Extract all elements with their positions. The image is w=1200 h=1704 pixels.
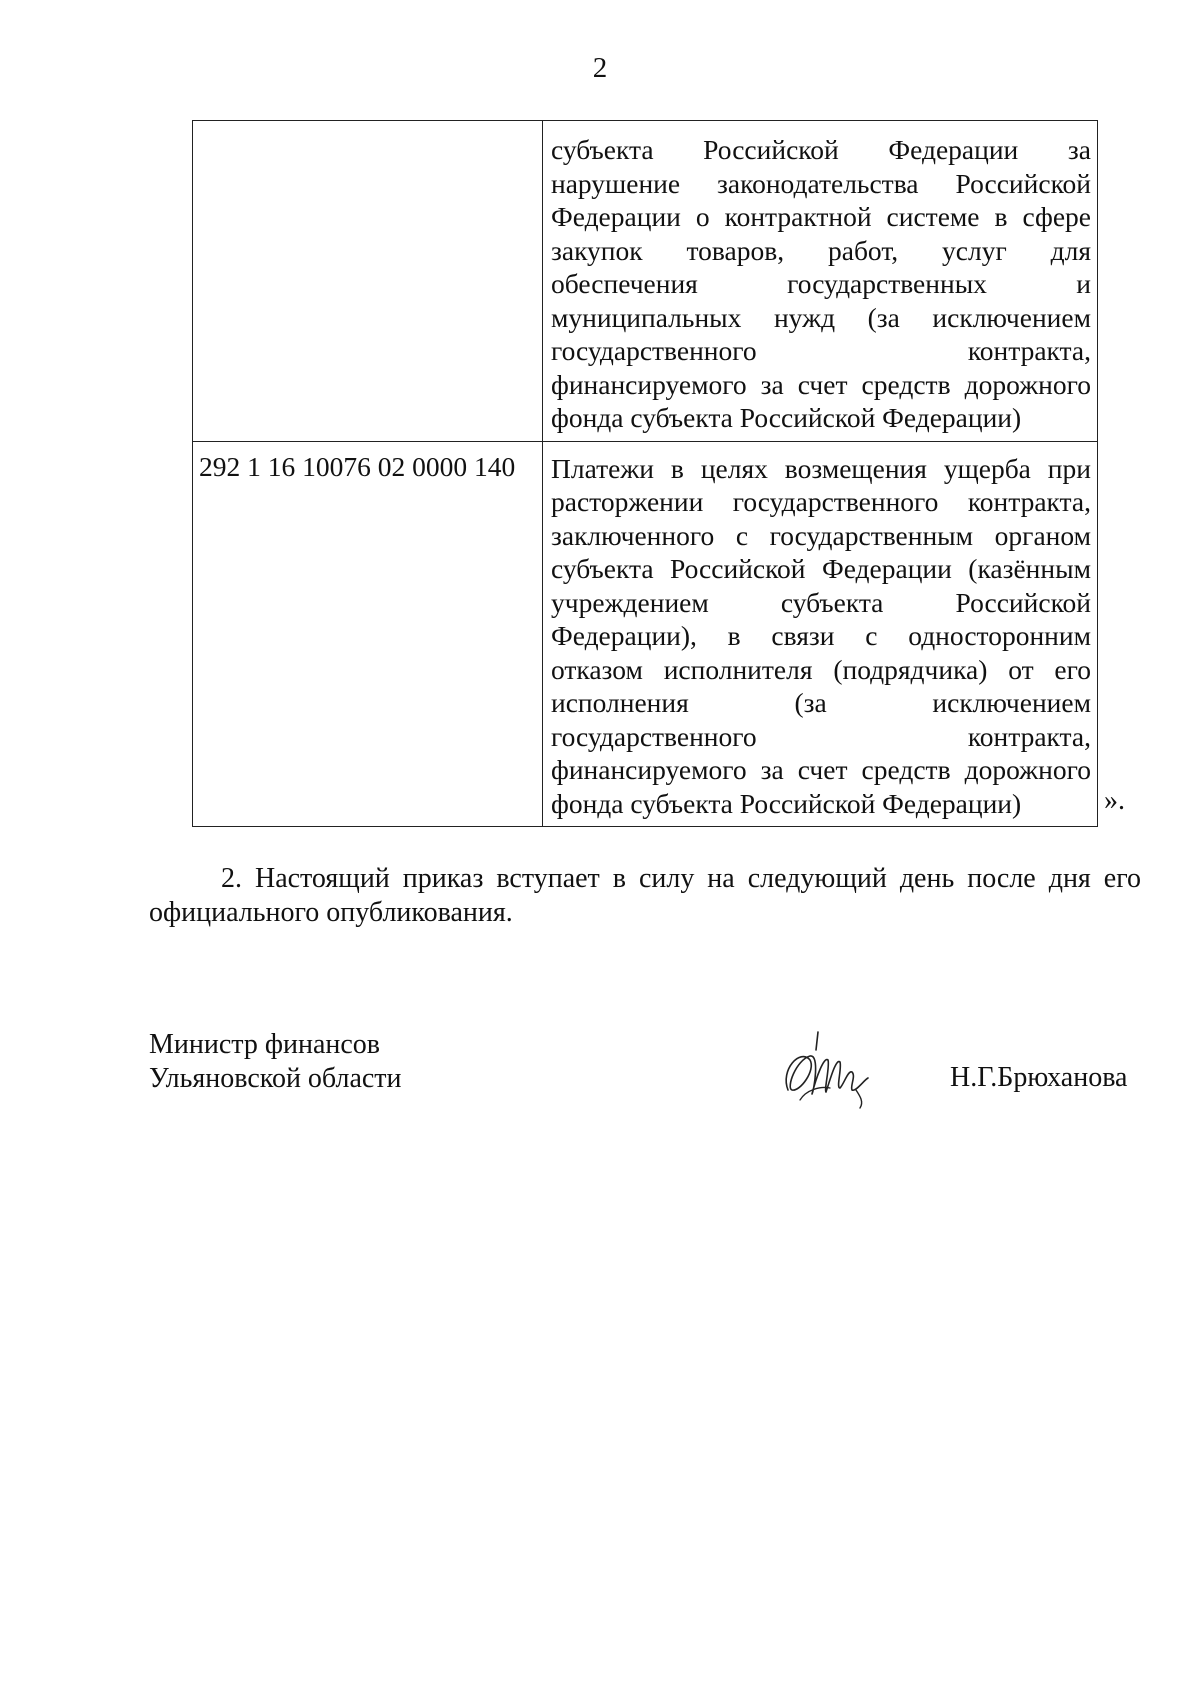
- description-line: фонда субъекта Российской Федерации): [551, 402, 1022, 433]
- description-line: финансируемого за счет средств дорожного: [551, 368, 1091, 400]
- description-line: отказом исполнителя (подрядчика) от его: [551, 653, 1091, 685]
- code-cell: [193, 121, 543, 442]
- signatory-title: [149, 1028, 402, 1096]
- table-row: [193, 441, 1098, 827]
- description-line: Федерации), в связи с односторонним: [551, 620, 1091, 651]
- description-line: финансируемого за счет средств дорожного: [551, 754, 1091, 785]
- description-line: государственного контракта,: [551, 720, 1091, 752]
- description-line: заключенного с государственным органом: [551, 519, 1091, 551]
- description-line: исполнения (за исключением: [551, 687, 1091, 718]
- description-line: субъекта Российской Федерации (казённым: [551, 553, 1091, 584]
- budget-code-table: [192, 120, 1098, 827]
- signatory-title-line: Ульяновской области: [149, 1063, 402, 1094]
- signatory-title-line: Министр финансов: [149, 1029, 381, 1060]
- clause-paragraph: [149, 862, 1141, 930]
- description-line: государственного контракта,: [551, 335, 1091, 366]
- description-line: Платежи в целях возмещения ущерба при: [551, 452, 1091, 484]
- table-row: [193, 121, 1098, 442]
- page-number: 2: [592, 52, 608, 84]
- description-line: обеспечения государственных и: [551, 268, 1091, 299]
- description-line: субъекта Российской Федерации за: [551, 134, 1091, 165]
- description-line: Федерации о контрактной системе в сфере: [551, 201, 1091, 232]
- description-cell: [543, 441, 1098, 827]
- description-line: нарушение законодательства Российской: [551, 167, 1091, 199]
- code-cell: 292 1 16 10076 02 0000 140: [193, 441, 543, 827]
- description-line: закупок товаров, работ, услуг для: [551, 234, 1091, 266]
- description-line: учреждением субъекта Российской: [551, 586, 1091, 618]
- handwritten-signature: [770, 1030, 870, 1130]
- clause-line: официального опубликования.: [149, 897, 513, 928]
- description-line: расторжении государственного контракта,: [551, 486, 1091, 517]
- clause-line: 2. Настоящий приказ вступает в силу на следующий день после дня его: [221, 863, 1141, 894]
- description-line: фонда субъекта Российской Федерации): [551, 787, 1022, 819]
- description-cell: [543, 121, 1098, 442]
- description-line: муниципальных нужд (за исключением: [551, 301, 1091, 333]
- closing-quote: ».: [1104, 785, 1125, 816]
- signer-name: Н.Г.Брюханова: [950, 1062, 1128, 1093]
